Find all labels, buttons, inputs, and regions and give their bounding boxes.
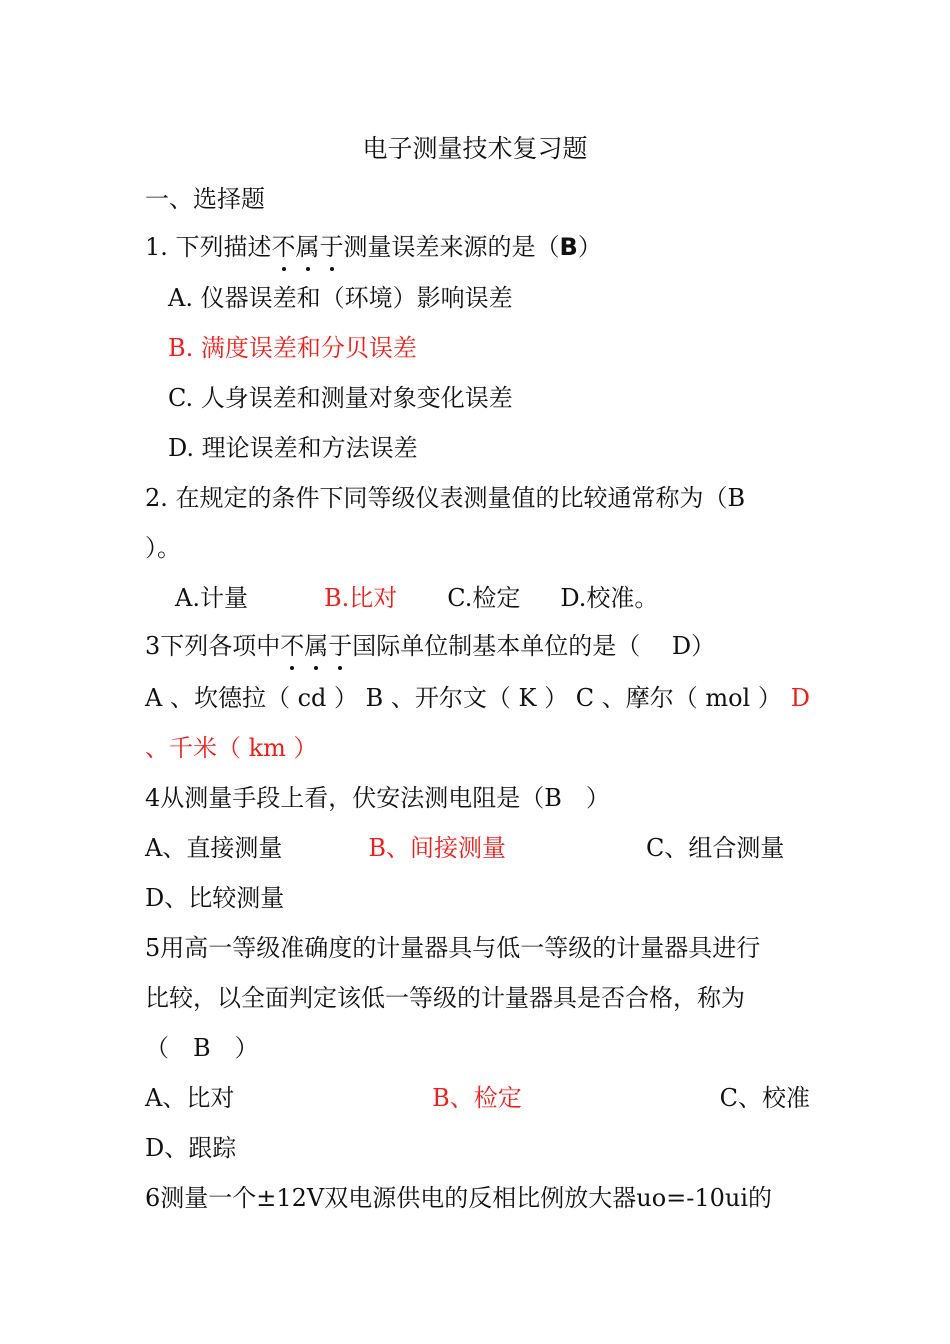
emphasis-dot-char: 属 bbox=[295, 233, 320, 261]
question-3-options-line1 bbox=[145, 682, 810, 714]
question-1-text-b: 测量误差来源的是（ bbox=[343, 233, 560, 261]
question-3-text-b: 国际单位制基本单位的是（ D） bbox=[352, 632, 716, 660]
question-5-option-d: D、跟踪 bbox=[145, 1134, 237, 1162]
question-5-options-line1 bbox=[145, 1082, 810, 1114]
question-1-option-a: A. 仪器误差和（环境）影响误差 bbox=[168, 284, 513, 312]
emphasis-dot-char: 于 bbox=[319, 233, 344, 261]
question-3-stem bbox=[145, 630, 810, 662]
question-2-options bbox=[175, 582, 810, 614]
section-heading: 一、选择题 bbox=[145, 185, 265, 213]
question-2-stem-line1: 2. 在规定的条件下同等级仪表测量值的比较通常称为（B bbox=[145, 484, 746, 512]
question-4-options-line1 bbox=[145, 832, 810, 864]
emphasis-dot-char: 属 bbox=[304, 632, 329, 660]
question-1-stem bbox=[145, 231, 810, 263]
question-5-stem-line2: 比较，以全面判定该低一等级的计量器具是否合格，称为 bbox=[145, 984, 745, 1012]
question-1-option-d: D. 理论误差和方法误差 bbox=[168, 434, 418, 462]
question-1-option-c: C. 人身误差和测量对象变化误差 bbox=[168, 384, 513, 412]
question-2-stem-line2: ）。 bbox=[145, 534, 181, 562]
question-3-option-d-correct: 、千米（ km ） bbox=[145, 734, 318, 762]
question-4-stem: 4从测量手段上看，伏安法测电阻是（B ） bbox=[145, 784, 610, 812]
question-1-answer: B bbox=[559, 233, 578, 261]
question-1-text-c: ） bbox=[577, 233, 602, 261]
page-title: 电子测量技术复习题 bbox=[362, 134, 588, 163]
question-5-stem-line1: 5用高一等级准确度的计量器具与低一等级的计量器具进行 bbox=[145, 934, 761, 962]
question-6-stem-line1: 6测量一个±12V双电源供电的反相比例放大器uo=-10ui的 bbox=[145, 1184, 773, 1212]
emphasis-dot-char: 不 bbox=[271, 233, 296, 261]
emphasis-dot-char: 于 bbox=[328, 632, 353, 660]
question-2-option-a: A.计量 bbox=[175, 584, 248, 612]
question-1-text-a: 1. 下列描述 bbox=[145, 233, 272, 261]
question-5-option-b-correct: B、检定 bbox=[432, 1084, 522, 1112]
question-5-option-a: A、比对 bbox=[145, 1084, 235, 1112]
question-3-options-abc: A 、坎德拉（ cd ） B 、开尔文（ K ） C 、摩尔（ mol ） bbox=[145, 684, 782, 712]
question-2-option-b-correct: B.比对 bbox=[323, 584, 398, 612]
question-4-option-b-correct: B、间接测量 bbox=[368, 834, 506, 862]
question-4-option-d: D、比较测量 bbox=[145, 884, 285, 912]
question-3-option-d-letter: D bbox=[790, 684, 810, 712]
question-4-option-a: A、直接测量 bbox=[145, 834, 283, 862]
question-2-option-d: D.校准。 bbox=[560, 584, 659, 612]
question-1-option-b-correct: B. 满度误差和分贝误差 bbox=[168, 334, 417, 362]
question-5-option-c: C、校准 bbox=[719, 1084, 810, 1112]
question-5-stem-line3: （ B ） bbox=[145, 1034, 259, 1062]
question-2-option-c: C.检定 bbox=[447, 584, 521, 612]
question-3-text-a: 3下列各项中 bbox=[145, 632, 281, 660]
emphasis-dot-char: 不 bbox=[280, 632, 305, 660]
question-4-option-c: C、组合测量 bbox=[645, 834, 785, 862]
